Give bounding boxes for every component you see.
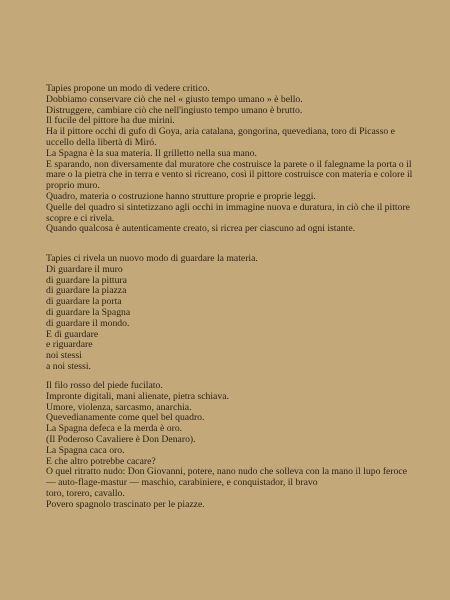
text-line: Dobbiamo conservare ciò che nel « giusto tempo umano » è bello. bbox=[46, 93, 303, 105]
text-line: Umore, violenza, sarcasmo, anarchia. bbox=[46, 401, 192, 413]
text-line: (Il Poderoso Cavaliere è Don Denaro). bbox=[46, 433, 196, 445]
paragraph-critical-vision bbox=[46, 84, 418, 235]
text-line: E di guardare bbox=[46, 328, 99, 340]
text-line: Quelle del quadro si sintetizzano agli occhi in immagine nuova e duratura, in ciò che il pittore scopre e ci rivela. bbox=[46, 201, 410, 224]
text-line: E che altro potrebbe cacare? bbox=[46, 455, 156, 467]
text-line: Quadro, materia o costruzione hanno strutture proprie e proprie leggi. bbox=[46, 190, 316, 202]
text-line: Tapies propone un modo di vedere critico. bbox=[46, 83, 210, 94]
text-line: Quando qualcosa è autenticamente creato, si ricrea per ciascuno ad ogni istante. bbox=[46, 223, 356, 235]
text-line: O quel ritratto nudo: Don Giovanni, potere, nano nudo che solleva con la mano il lupo feroce — auto-flage-mastur — maschio, carabiniere, e conquistador, il bravo bbox=[46, 466, 408, 489]
text-line: di guardare la Spagna bbox=[46, 306, 131, 318]
text-line: a noi stessi. bbox=[46, 360, 91, 372]
text-line: Quevedianamente come quel bel quadro. bbox=[46, 412, 205, 424]
text-line: di guardare la pittura bbox=[46, 274, 127, 286]
paragraph-new-way-of-looking bbox=[46, 254, 418, 373]
text-line: Tapies ci rivela un nuovo modo di guardare la materia. bbox=[46, 253, 258, 264]
text-line: di guardare la piazza bbox=[46, 285, 127, 297]
paragraph-red-thread bbox=[46, 381, 418, 511]
text-line: di guardare il mondo. bbox=[46, 317, 130, 329]
text-line: La Spagna defeca e la merda è oro. bbox=[46, 423, 183, 435]
text-line: noi stessi bbox=[46, 350, 82, 362]
text-line: La Spagna caca oro. bbox=[46, 444, 125, 456]
text-line: Il fucile del pittore ha due mirini. bbox=[46, 115, 175, 127]
text-line: Povero spagnolo trascinato per le piazze. bbox=[46, 498, 205, 510]
text-line: e riguardare bbox=[46, 339, 93, 351]
text-line: Distruggere, cambiare ciò che nell'ingiusto tempo umano è brutto. bbox=[46, 104, 303, 116]
text-line: toro, torero, cavallo. bbox=[46, 487, 125, 499]
text-line: Di guardare il muro bbox=[46, 263, 123, 275]
text-line: La Spagna è la sua materia. Il grilletto nella sua mano. bbox=[46, 147, 257, 159]
text-line: Il filo rosso del piede fucilato. bbox=[46, 380, 163, 391]
text-line: E sparando, non diversamente dal muratore che costruisce la parete o il falegname la porta o il mare o la pietra che in terra e vento si ricreano, così il pittore costruisce con materia e colore il proprio muro. bbox=[46, 158, 413, 192]
text-line: Ha il pittore occhi di gufo di Goya, aria catalana, gongorina, quevediana, toro di Picasso e uccello della libertà di Miró. bbox=[46, 126, 395, 148]
text-line: di guardare la porta bbox=[46, 296, 122, 308]
text-line: Impronte digitali, mani alienate, pietra schiava. bbox=[46, 390, 229, 402]
